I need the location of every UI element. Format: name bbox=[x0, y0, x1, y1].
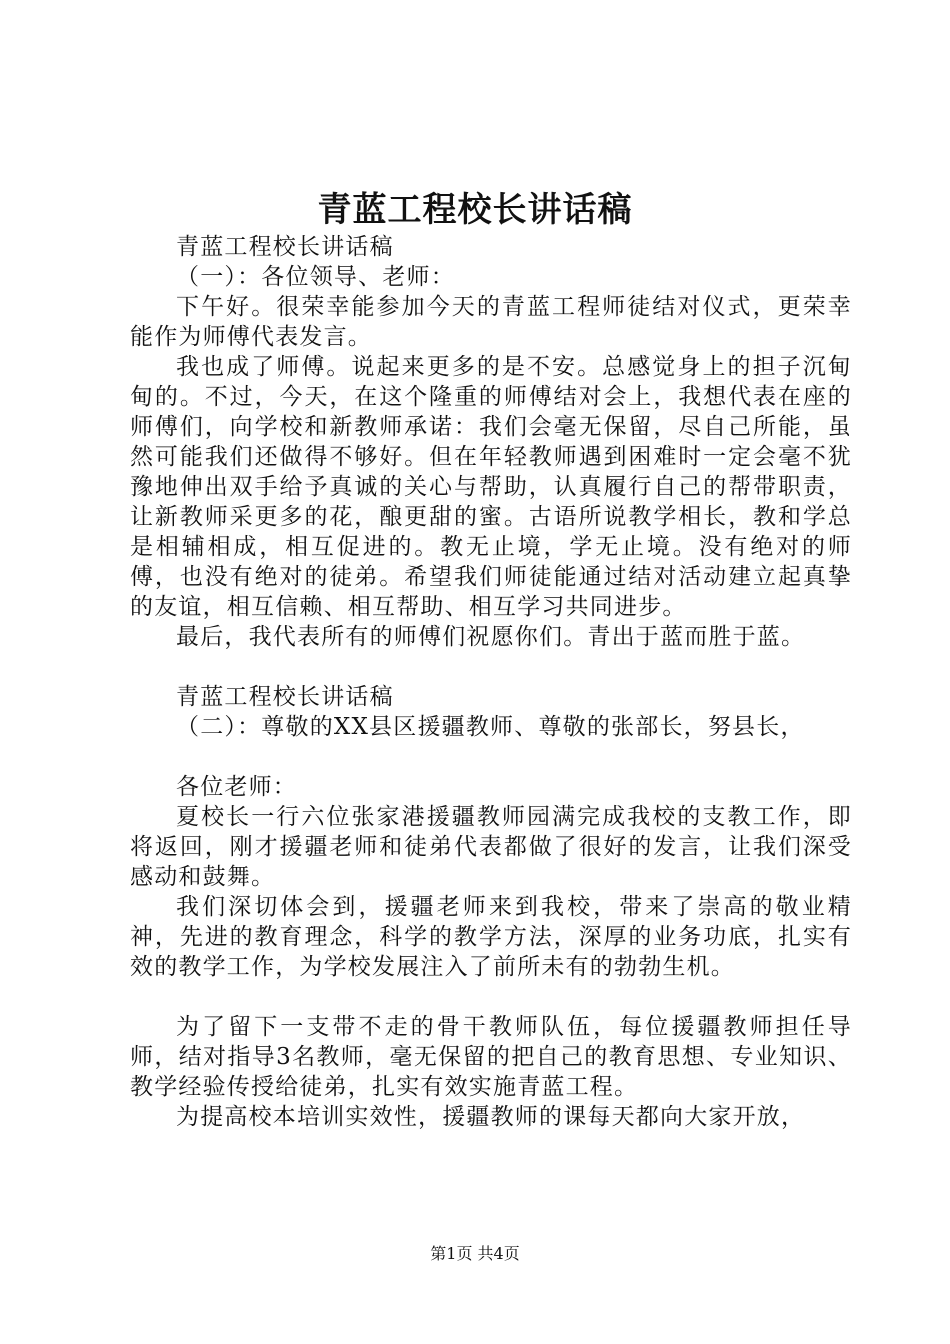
salutation-2: （二）：尊敬的XX县区援疆教师、尊敬的张部长，努县长， bbox=[176, 714, 805, 740]
document-body bbox=[130, 232, 852, 1132]
body-paragraph: 最后，我代表所有的师傅们祝愿你们。青出于蓝而胜于蓝。 bbox=[176, 624, 806, 650]
body-paragraph: 我也成了师傅。说起来更多的是不安。总感觉身上的担子沉甸甸的。不过，今天，在这个隆重的师傅结对会上，我想代表在座的师傅们，向学校和新教师承诺：我们会毫无保留，尽自己所能，虽然可能我们还做得不够好。但在年轻教师遇到困难时一定会毫不犹豫地伸出双手给予真诚的关心与帮助，认真履行自己的帮带职责，让新教师采更多的花，酿更甜的蜜。古语所说教学相长，教和学总是相辅相成，相互促进的。教无止境，学无止境。没有绝对的师傅，也没有绝对的徒弟。希望我们师徒能通过结对活动建立起真挚的友谊，相互信赖、相互帮助、相互学习共同进步。 bbox=[130, 354, 852, 620]
salutation-2-cont: 各位老师： bbox=[176, 774, 297, 800]
page-number-footer: 第1页 共4页 bbox=[430, 1244, 520, 1263]
section-heading-1: 青蓝工程校长讲话稿 bbox=[176, 234, 394, 260]
document-title: 青蓝工程校长讲话稿 bbox=[317, 190, 633, 230]
body-paragraph: 下午好。很荣幸能参加今天的青蓝工程师徒结对仪式，更荣幸能作为师傅代表发言。 bbox=[130, 294, 852, 350]
body-paragraph: 为了留下一支带不走的骨干教师队伍，每位援疆教师担任导师，结对指导3名教师，毫无保留的把自己的教育思想、专业知识、教学经验传授给徒弟，扎实有效实施青蓝工程。 bbox=[130, 1014, 852, 1100]
salutation-1: （一）：各位领导、老师： bbox=[176, 264, 455, 290]
body-paragraph: 我们深切体会到，援疆老师来到我校，带来了崇高的敬业精神，先进的教育理念，科学的教学方法，深厚的业务功底，扎实有效的教学工作，为学校发展注入了前所未有的勃勃生机。 bbox=[130, 894, 852, 980]
body-paragraph: 夏校长一行六位张家港援疆教师园满完成我校的支教工作，即将返回，刚才援疆老师和徒弟代表都做了很好的发言，让我们深受感动和鼓舞。 bbox=[130, 804, 852, 890]
body-paragraph: 为提高校本培训实效性，援疆教师的课每天都向大家开放， bbox=[176, 1104, 806, 1130]
section-heading-2: 青蓝工程校长讲话稿 bbox=[176, 684, 394, 710]
